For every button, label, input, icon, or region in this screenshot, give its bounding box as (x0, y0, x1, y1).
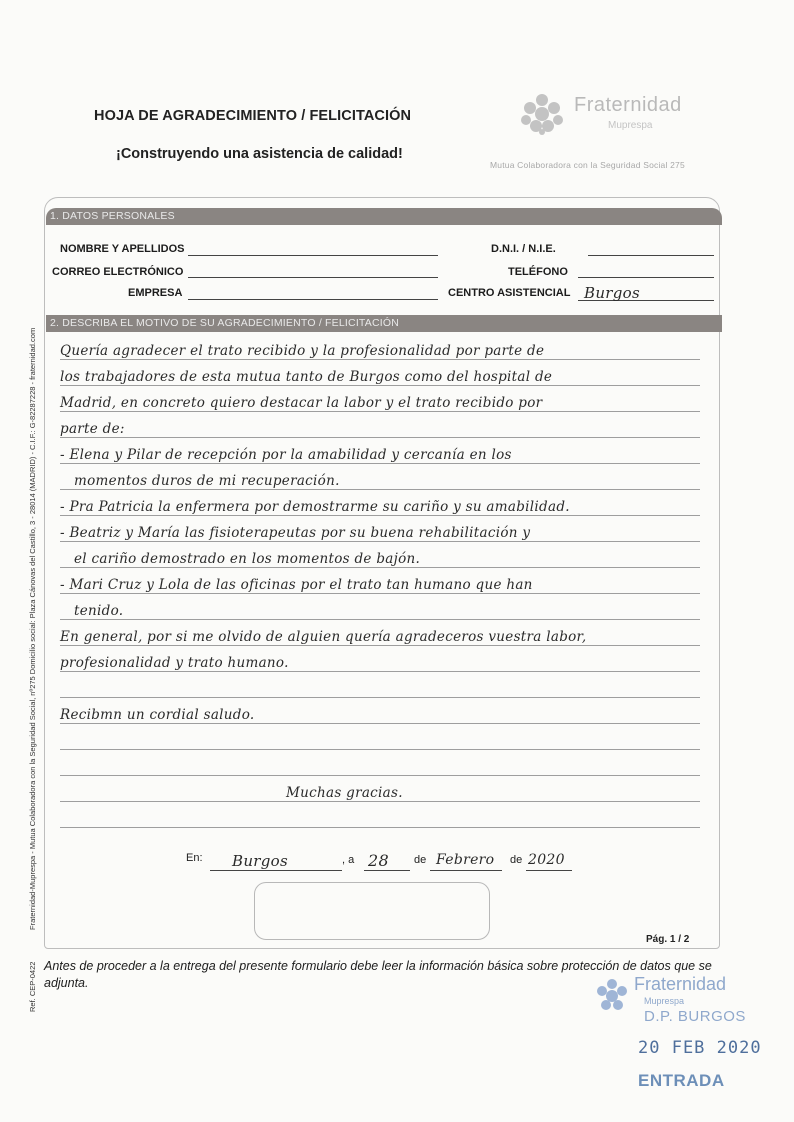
logo-mark-icon (514, 92, 570, 136)
message-line: - Mari Cruz y Lola de las oficinas por el trato tan humano que han (60, 577, 533, 593)
day-field[interactable] (364, 851, 410, 871)
nombre-label: NOMBRE Y APELLIDOS (60, 243, 185, 255)
ref-code: Ref. CEP-0422 (28, 961, 37, 1012)
stamp-date: 20 FEB 2020 (638, 1038, 762, 1058)
centro-value: Burgos (584, 284, 640, 302)
message-line: parte de: (60, 421, 125, 437)
page-title: HOJA DE AGRADECIMIENTO / FELICITACIÓN (94, 108, 412, 124)
day-value: 28 (368, 851, 389, 870)
section-personal-data-header: 1. DATOS PERSONALES (46, 208, 722, 225)
centro-label: CENTRO ASISTENCIAL (448, 287, 571, 299)
message-line: En general, por si me olvido de alguien quería agradeceros vuestra labor, (60, 629, 587, 645)
message-line: momentos duros de mi recuperación. (74, 473, 340, 489)
side-legal-text: Fraternidad-Muprespa - Mutua Colaboradora con la Seguridad Social, nº275 Domicilio social: Plaza Cánovas del Castillo, 3 - 28014 (MADRID) - C.I.F.: G-82287228 - fraternidad.com (28, 327, 37, 930)
message-line: Quería agradecer el trato recibido y la profesionalidad por parte de (60, 343, 545, 359)
mutua-text: Mutua Colaboradora con la Seguridad Social 275 (490, 160, 685, 170)
year-field[interactable] (526, 852, 572, 871)
month-field[interactable] (430, 852, 502, 871)
month-value: Febrero (436, 852, 495, 868)
telefono-field[interactable] (578, 266, 714, 278)
dni-field[interactable] (588, 244, 714, 256)
empresa-label: EMPRESA (128, 287, 183, 299)
year-value: 2020 (528, 852, 565, 868)
logo-name: Fraternidad (574, 94, 682, 116)
message-line: - Beatriz y María las fisioterapeutas por su buena rehabilitación y (60, 525, 531, 541)
data-protection-disclaimer: Antes de proceder a la entrega del presente formulario debe leer la información básica sobre protección de datos que se adjunta. (44, 959, 712, 990)
signature-box[interactable] (254, 882, 490, 940)
en-label: En: (186, 852, 203, 864)
message-line: profesionalidad y trato humano. (60, 655, 289, 671)
dni-label: D.N.I. / N.I.E. (491, 243, 556, 255)
stamp-sub: Muprespa (644, 996, 685, 1006)
telefono-label: TELÉFONO (508, 266, 568, 278)
message-line: - Pra Patricia la enfermera por demostrarme su cariño y su amabilidad. (60, 499, 570, 515)
empresa-field[interactable] (188, 288, 438, 300)
correo-field[interactable] (188, 266, 438, 278)
message-line: tenido. (74, 603, 124, 619)
message-line: los trabajadores de esta mutua tanto de Burgos como del hospital de (60, 369, 553, 385)
de-label-1: de (414, 854, 427, 866)
city-field[interactable] (210, 852, 342, 871)
message-line: Muchas gracias. (286, 785, 403, 801)
stamp-office: D.P. BURGOS (644, 1008, 746, 1025)
section-reason-header: 2. DESCRIBA EL MOTIVO DE SU AGRADECIMIENTO / FELICITACIÓN (46, 315, 722, 332)
city-value: Burgos (232, 852, 288, 870)
message-line: Madrid, en concreto quiero destacar la labor y el trato recibido por (60, 395, 543, 411)
message-line: Recibmn un cordial saludo. (60, 707, 255, 723)
message-line: el cariño demostrado en los momentos de bajón. (74, 551, 421, 567)
stamp-entrada: ENTRADA (638, 1071, 725, 1090)
fraternidad-logo (510, 92, 710, 136)
logo-sub: Muprespa (608, 120, 653, 131)
de-label-2: de (510, 854, 523, 866)
stamp-logo-icon (592, 978, 632, 1014)
form-frame (44, 197, 720, 949)
message-line: - Elena y Pilar de recepción por la amabilidad y cercanía en los (60, 447, 512, 463)
stamp-name: Fraternidad (634, 974, 727, 994)
correo-label: CORREO ELECTRÓNICO (52, 266, 184, 278)
page-number: Pág. 1 / 2 (646, 934, 690, 945)
page-subtitle: ¡Construyendo una asistencia de calidad! (116, 146, 403, 162)
a-label: , a (342, 854, 355, 866)
centro-field[interactable] (578, 284, 714, 302)
nombre-field[interactable] (188, 244, 438, 256)
